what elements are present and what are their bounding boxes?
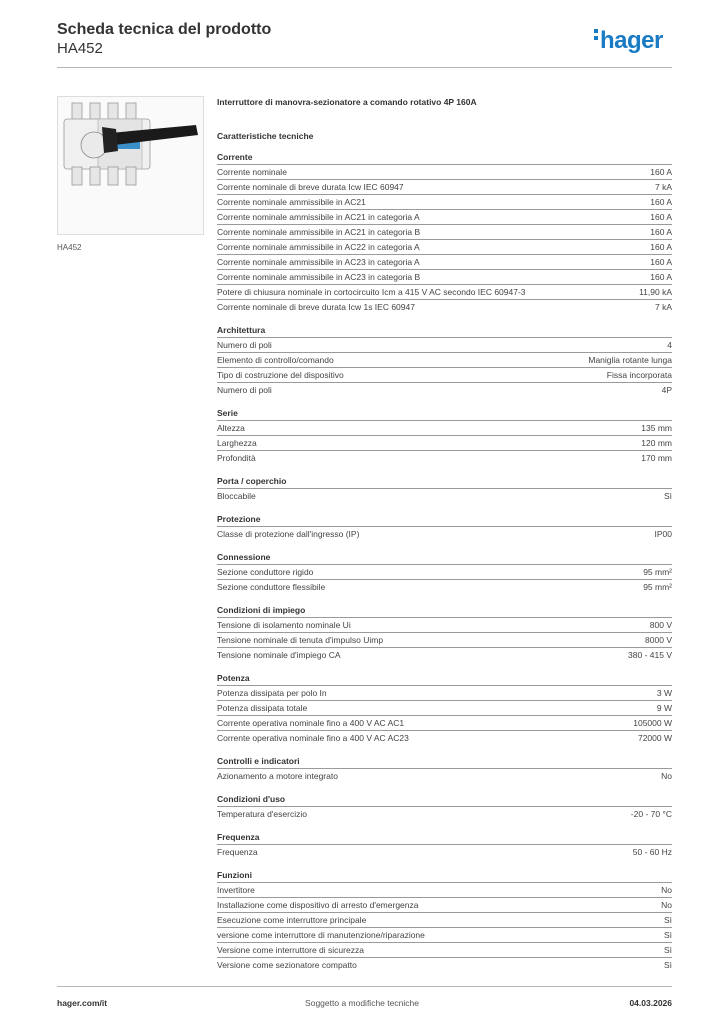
section-gap <box>217 745 672 754</box>
spec-value: 4 <box>667 340 672 350</box>
spec-label: Corrente nominale di breve durata Icw 1s IEC 60947 <box>217 302 415 312</box>
section-title: Condizioni d'uso <box>217 794 286 804</box>
spec-value: 72000 W <box>637 733 672 743</box>
spec-value: No <box>661 900 672 910</box>
spec-label: Corrente nominale ammissibile in AC21 in categoria B <box>217 227 421 237</box>
spec-label: Elemento di controllo/comando <box>217 355 334 365</box>
spec-section <box>217 150 672 314</box>
spec-section <box>217 550 672 594</box>
section-title: Condizioni di impiego <box>217 605 306 615</box>
spec-label: Classe di protezione dall'ingresso (IP) <box>217 529 360 539</box>
spec-value: 160 A <box>650 272 672 282</box>
spec-label: Corrente operativa nominale fino a 400 V AC AC1 <box>217 718 405 728</box>
spec-row <box>217 942 672 957</box>
spec-value: -20 - 70 °C <box>630 809 672 819</box>
spec-label: Sezione conduttore flessibile <box>217 582 326 592</box>
section-gap <box>217 783 672 792</box>
spec-row <box>217 420 672 435</box>
spec-row <box>217 647 672 662</box>
spec-row <box>217 844 672 859</box>
spec-row <box>217 882 672 897</box>
spec-row <box>217 488 672 503</box>
spec-row <box>217 579 672 594</box>
section-gap <box>217 594 672 603</box>
spec-value: 7 kA <box>654 182 672 192</box>
spec-value: 160 A <box>650 257 672 267</box>
spec-label: Azionamento a motore integrato <box>217 771 338 781</box>
spec-label: Potenza dissipata totale <box>217 703 308 713</box>
section-gap <box>217 821 672 830</box>
spec-value: Maniglia rotante lunga <box>588 355 672 365</box>
spec-row <box>217 239 672 254</box>
spec-row <box>217 526 672 541</box>
hager-logo[interactable] <box>594 27 663 55</box>
spec-value: No <box>661 885 672 895</box>
section-title: Serie <box>217 408 238 418</box>
product-image <box>57 96 204 235</box>
spec-row <box>217 224 672 239</box>
rotary-switch-illustration <box>58 97 203 234</box>
spec-label: Corrente nominale ammissibile in AC23 in categoria B <box>217 272 421 282</box>
section-title: Architettura <box>217 325 266 335</box>
section-gap <box>217 503 672 512</box>
spec-content <box>217 95 672 972</box>
spec-label: Potere di chiusura nominale in cortocircuito Icm a 415 V AC secondo IEC 60947-3 <box>217 287 526 297</box>
spec-value: 170 mm <box>641 453 672 463</box>
spec-row <box>217 957 672 972</box>
header-divider <box>57 67 672 68</box>
spec-section <box>217 406 672 465</box>
section-gap <box>217 465 672 474</box>
spec-value: Sì <box>663 491 672 501</box>
spec-row <box>217 730 672 745</box>
section-title: Connessione <box>217 552 271 562</box>
spec-value: Sì <box>663 960 672 970</box>
spec-label: Altezza <box>217 423 245 433</box>
spec-label: Bloccabile <box>217 491 256 501</box>
spec-label: Esecuzione come interruttore principale <box>217 915 367 925</box>
spec-section <box>217 754 672 783</box>
spec-value: 95 mm² <box>643 582 672 592</box>
spec-row <box>217 284 672 299</box>
spec-row <box>217 897 672 912</box>
section-title: Porta / coperchio <box>217 476 287 486</box>
footer-notice: Soggetto a modifiche tecniche <box>305 998 419 1008</box>
spec-value: 160 A <box>650 212 672 222</box>
spec-row <box>217 632 672 647</box>
spec-value: 7 kA <box>654 302 672 312</box>
spec-value: 135 mm <box>641 423 672 433</box>
spec-row <box>217 700 672 715</box>
spec-value: No <box>661 771 672 781</box>
spec-label: Versione come interruttore di sicurezza <box>217 945 364 955</box>
product-image-caption: HA452 <box>57 243 82 252</box>
spec-value: 50 - 60 Hz <box>632 847 672 857</box>
section-gap <box>217 662 672 671</box>
spec-row <box>217 617 672 632</box>
spec-value: Sì <box>663 930 672 940</box>
footer-divider <box>57 986 672 987</box>
spec-row <box>217 299 672 314</box>
spec-row <box>217 564 672 579</box>
spec-section <box>217 323 672 397</box>
spec-label: Invertitore <box>217 885 255 895</box>
spec-label: Corrente nominale ammissibile in AC21 <box>217 197 366 207</box>
specs-heading: Caratteristiche tecniche <box>217 131 314 141</box>
spec-row <box>217 806 672 821</box>
footer-website-link[interactable]: hager.com/it <box>57 998 108 1008</box>
spec-label: Tipo di costruzione del dispositivo <box>217 370 344 380</box>
spec-label: Corrente nominale ammissibile in AC22 in categoria A <box>217 242 420 252</box>
spec-value: 9 W <box>656 703 672 713</box>
spec-row <box>217 912 672 927</box>
section-gap <box>217 314 672 323</box>
spec-label: Frequenza <box>217 847 258 857</box>
spec-row <box>217 435 672 450</box>
spec-label: Sezione conduttore rigido <box>217 567 314 577</box>
spec-section <box>217 830 672 859</box>
spec-row <box>217 179 672 194</box>
spec-value: 105000 W <box>633 718 672 728</box>
spec-label: Potenza dissipata per polo In <box>217 688 327 698</box>
spec-section <box>217 868 672 972</box>
footer-date: 04.03.2026 <box>629 998 672 1008</box>
spec-label: Larghezza <box>217 438 257 448</box>
spec-row <box>217 164 672 179</box>
spec-label: Corrente nominale ammissibile in AC21 in categoria A <box>217 212 420 222</box>
spec-section <box>217 792 672 821</box>
spec-value: 800 V <box>649 620 672 630</box>
spec-label: Corrente nominale di breve durata Icw IEC 60947 <box>217 182 404 192</box>
spec-row <box>217 927 672 942</box>
product-description: Interruttore di manovra-sezionatore a comando rotativo 4P 160A <box>217 97 477 107</box>
spec-label: versione come interruttore di manutenzione/riparazione <box>217 930 425 940</box>
spec-value: Sì <box>663 915 672 925</box>
spec-value: Fissa incorporata <box>606 370 672 380</box>
spec-row <box>217 337 672 352</box>
spec-row <box>217 194 672 209</box>
spec-label: Profondità <box>217 453 256 463</box>
spec-label: Tensione nominale di tenuta d'impulso Uimp <box>217 635 384 645</box>
spec-row <box>217 269 672 284</box>
section-gap <box>217 859 672 868</box>
spec-row <box>217 367 672 382</box>
spec-row <box>217 768 672 783</box>
spec-value: 380 - 415 V <box>628 650 672 660</box>
spec-value: 95 mm² <box>643 567 672 577</box>
spec-value: 160 A <box>650 167 672 177</box>
spec-value: IP00 <box>654 529 672 539</box>
section-title: Frequenza <box>217 832 260 842</box>
logo-dots-icon <box>594 29 598 43</box>
product-code: HA452 <box>57 40 103 57</box>
spec-section <box>217 603 672 662</box>
section-gap <box>217 397 672 406</box>
spec-label: Installazione come dispositivo di arresto d'emergenza <box>217 900 419 910</box>
spec-label: Tensione di isolamento nominale Ui <box>217 620 351 630</box>
spec-row <box>217 382 672 397</box>
logo-text: hager <box>600 27 663 54</box>
spec-label: Versione come sezionatore compatto <box>217 960 357 970</box>
spec-label: Corrente operativa nominale fino a 400 V AC AC23 <box>217 733 409 743</box>
spec-value: Sì <box>663 945 672 955</box>
spec-row <box>217 715 672 730</box>
section-title: Funzioni <box>217 870 252 880</box>
spec-label: Tensione nominale d'impiego CA <box>217 650 341 660</box>
spec-section <box>217 512 672 541</box>
section-title: Protezione <box>217 514 261 524</box>
spec-value: 160 A <box>650 197 672 207</box>
spec-value: 4P <box>661 385 672 395</box>
spec-sections <box>217 150 672 972</box>
spec-row <box>217 254 672 269</box>
spec-label: Numero di poli <box>217 340 272 350</box>
section-title: Controlli e indicatori <box>217 756 300 766</box>
spec-value: 8000 V <box>645 635 672 645</box>
spec-label: Numero di poli <box>217 385 272 395</box>
spec-row <box>217 352 672 367</box>
spec-section <box>217 671 672 745</box>
spec-value: 120 mm <box>641 438 672 448</box>
section-title: Potenza <box>217 673 250 683</box>
section-title: Corrente <box>217 152 253 162</box>
spec-section <box>217 474 672 503</box>
spec-value: 160 A <box>650 227 672 237</box>
spec-value: 11,90 kA <box>639 287 672 297</box>
spec-value: 3 W <box>656 688 672 698</box>
section-gap <box>217 541 672 550</box>
spec-label: Corrente nominale <box>217 167 287 177</box>
spec-row <box>217 685 672 700</box>
spec-value: 160 A <box>650 242 672 252</box>
spec-label: Temperatura d'esercizio <box>217 809 307 819</box>
page-title: Scheda tecnica del prodotto <box>57 21 272 38</box>
spec-row <box>217 209 672 224</box>
spec-label: Corrente nominale ammissibile in AC23 in categoria A <box>217 257 420 267</box>
spec-row <box>217 450 672 465</box>
